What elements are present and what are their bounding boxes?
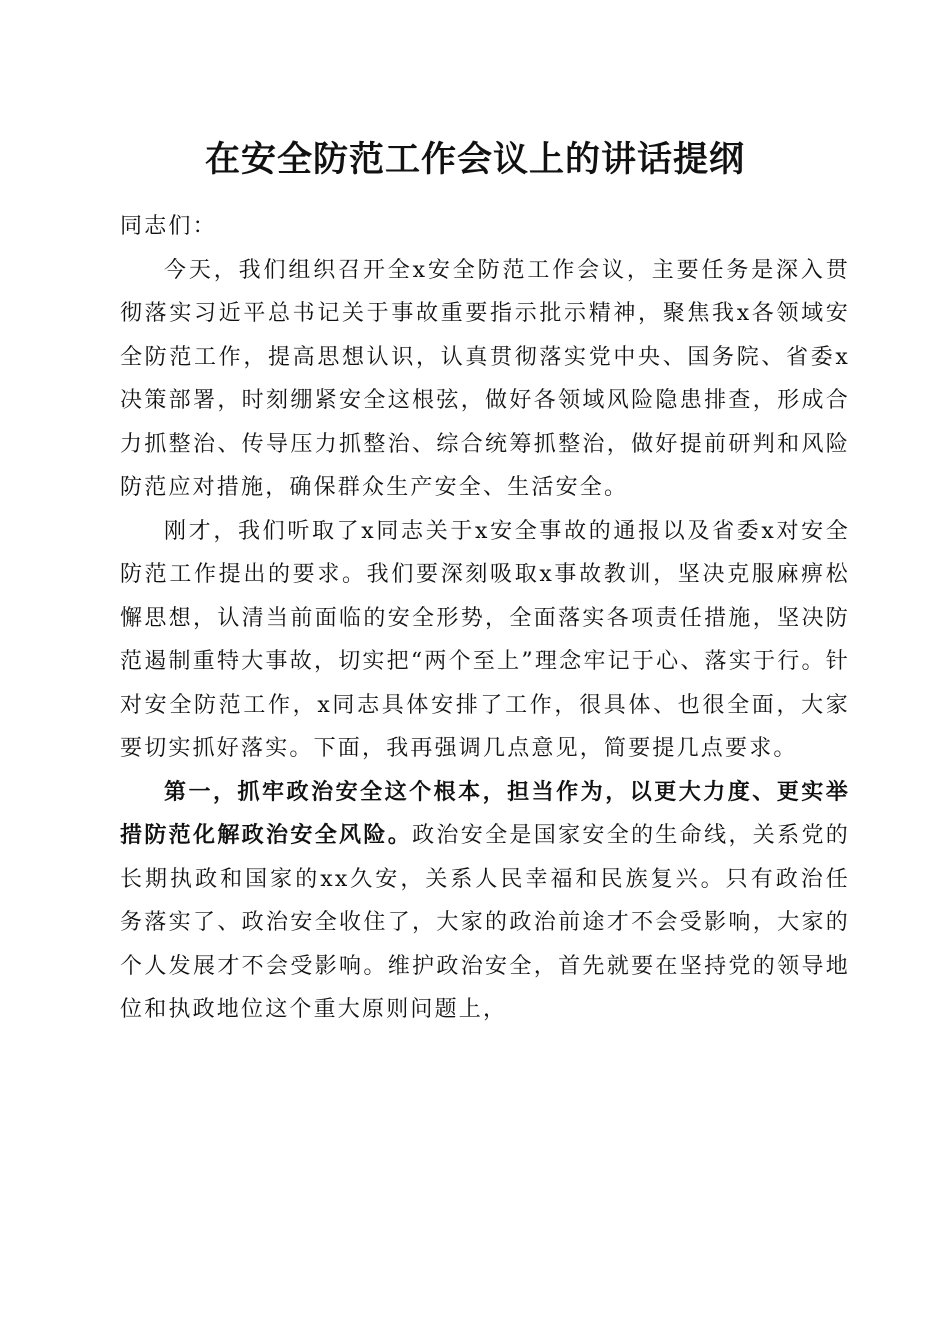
point-one-heading: 第一，抓牢政治安全这个根本，担当作为，以更大力度、更实举措防范化解政治安全风险。 [120, 778, 850, 848]
point-one-body: 政治安全是国家安全的生命线，关系党的长期执政和国家的xx久安，关系人民幸福和民族复兴。只有政治任务落实了、政治安全收住了，大家的政治前途才不会受影响，大家的个人发展才不会受影响。维护政治安全，首先就要在坚持党的领导地位和执政地位这个重大原则问题上， [120, 823, 850, 1022]
document-title: 在安全防范工作会议上的讲话提纲 [204, 139, 745, 180]
paragraph-point-one [120, 771, 850, 1032]
salutation: 同志们： [120, 214, 217, 239]
paragraph-briefing: 刚才，我们听取了x同志关于x安全事故的通报以及省委x对安全防范工作提出的要求。我们要深刻吸取x事故教训，坚决克服麻痹松懈思想，认清当前面临的安全形势，全面落实各项责任措施，坚决防范遏制重特大事故，切实把“两个至上”理念牢记于心、落实于行。针对安全防范工作，x同志具体安排了工作，很具体、也很全面，大家要切实抓好落实。下面，我再强调几点意见，简要提几点要求。 [120, 518, 850, 761]
paragraph-opening: 今天，我们组织召开全x安全防范工作会议，主要任务是深入贯彻落实习近平总书记关于事故重要指示批示精神，聚焦我x各领域安全防范工作，提高思想认识，认真贯彻落实党中央、国务院、省委x决策部署，时刻绷紧安全这根弦，做好各领域风险隐患排查，形成合力抓整治、传导压力抓整治、综合统筹抓整治，做好提前研判和风险防范应对措施，确保群众生产安全、生活安全。 [120, 257, 850, 500]
document-body [120, 205, 850, 1032]
